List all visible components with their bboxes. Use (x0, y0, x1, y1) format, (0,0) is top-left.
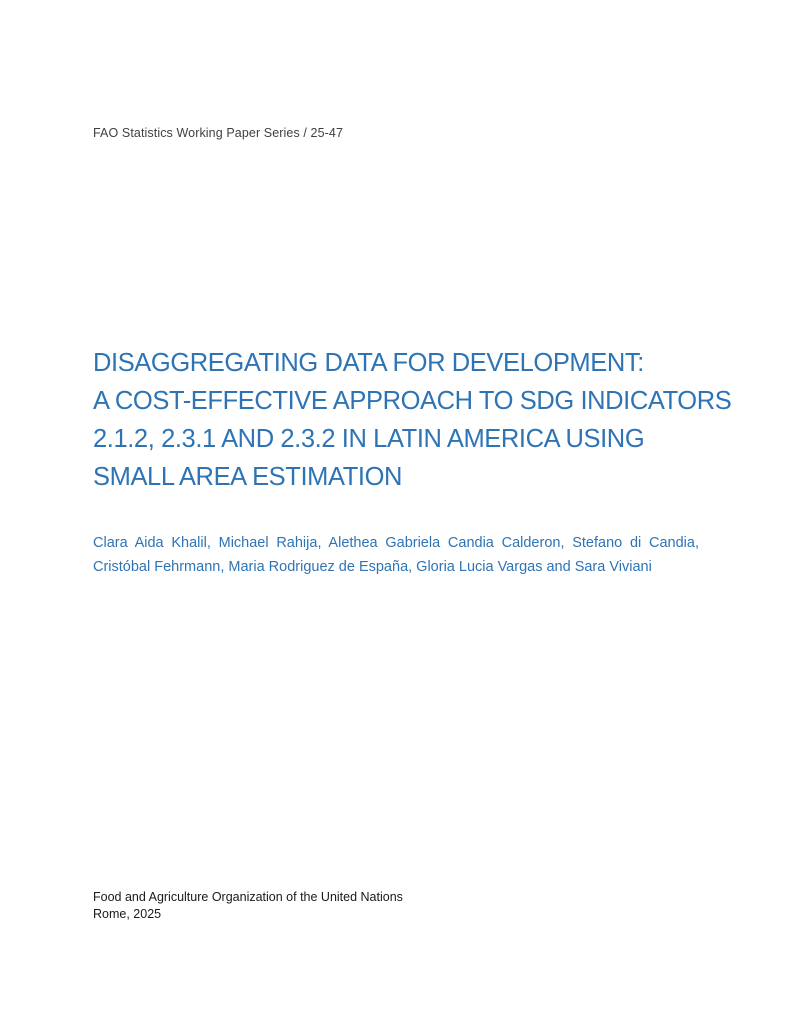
publisher-name: Food and Agriculture Organization of the United Nations (93, 890, 403, 904)
title-line: DISAGGREGATING DATA FOR DEVELOPMENT: (93, 349, 644, 377)
author-line: Cristóbal Fehrmann, Maria Rodriguez de España, Gloria Lucia Vargas and Sara Viviani (93, 559, 652, 575)
author-line: Clara Aida Khalil, Michael Rahija, Alethea Gabriela Candia Calderon, Stefano di Candia, (93, 535, 699, 551)
document-title (93, 344, 732, 496)
series-label: FAO Statistics Working Paper Series / 25-47 (93, 126, 344, 140)
author-list (93, 531, 699, 579)
title-line: 2.1.2, 2.3.1 AND 2.3.2 IN LATIN AMERICA USING (93, 425, 645, 453)
title-line: SMALL AREA ESTIMATION (93, 463, 403, 491)
publisher-block (93, 889, 403, 923)
title-line: A COST-EFFECTIVE APPROACH TO SDG INDICATORS (93, 387, 732, 415)
publication-place-year: Rome, 2025 (93, 907, 162, 921)
